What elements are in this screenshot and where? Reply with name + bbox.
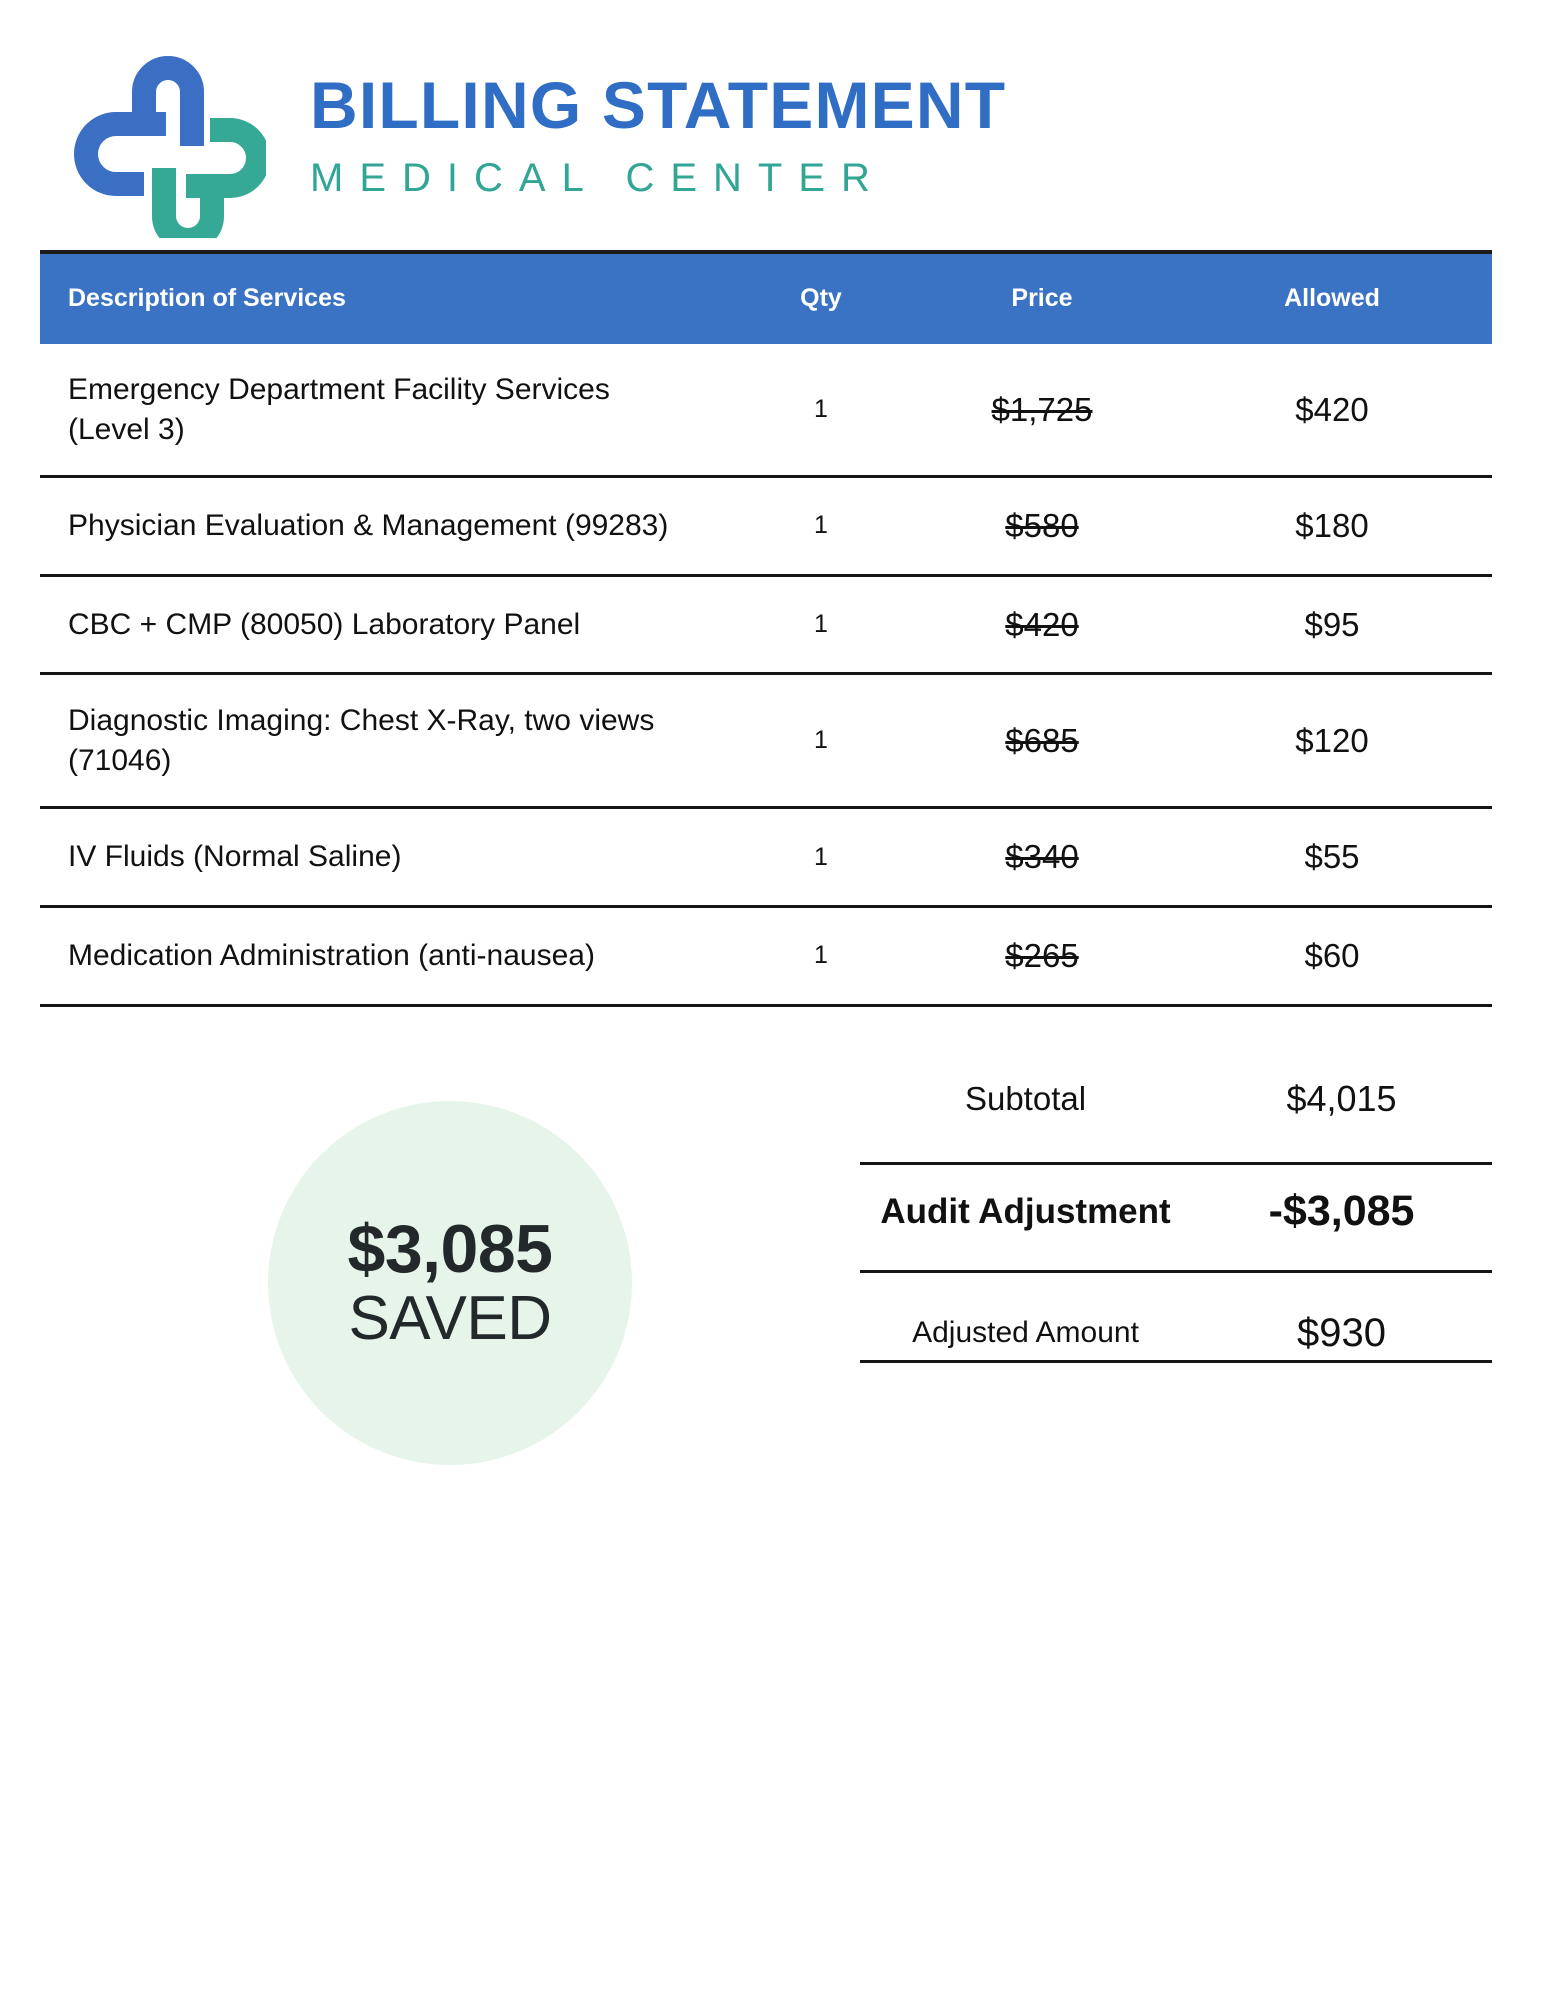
brand-subtitle: MEDICAL CENTER — [310, 156, 886, 200]
table-row — [40, 674, 1492, 808]
strikethrough-price: $1,725 — [991, 390, 1093, 428]
adjusted-amount-value: $930 — [1191, 1271, 1492, 1361]
savings-amount: $3,085 — [347, 1210, 553, 1287]
strikethrough-price: $420 — [1005, 605, 1079, 643]
service-price-struck — [912, 907, 1172, 1006]
totals-table — [860, 1035, 1492, 1363]
strikethrough-price: $580 — [1005, 507, 1079, 545]
subtotal-value: $4,015 — [1191, 1035, 1492, 1164]
service-price-struck — [912, 674, 1172, 808]
service-qty: 1 — [730, 477, 912, 576]
service-price-struck — [912, 344, 1172, 477]
service-qty: 1 — [730, 344, 912, 477]
column-header-description: Description of Services — [40, 252, 730, 344]
savings-badge — [268, 1101, 632, 1465]
service-qty: 1 — [730, 907, 912, 1006]
summary-section — [0, 1023, 1545, 1465]
column-header-qty: Qty — [730, 252, 912, 344]
audit-adjustment-label: Audit Adjustment — [860, 1164, 1191, 1272]
service-description: Emergency Department Facility Services (Level 3) — [40, 344, 730, 477]
adjusted-amount-label: Adjusted Amount — [860, 1271, 1191, 1361]
service-description: Medication Administration (anti-nausea) — [40, 907, 730, 1006]
services-table-header — [40, 252, 1492, 344]
services-table-body — [40, 344, 1492, 1005]
service-description: Diagnostic Imaging: Chest X-Ray, two views (71046) — [40, 674, 730, 808]
service-allowed-amount: $180 — [1172, 477, 1492, 576]
strikethrough-price: $685 — [1005, 722, 1079, 760]
service-qty: 1 — [730, 575, 912, 674]
totals-column — [860, 1023, 1492, 1363]
service-description: CBC + CMP (80050) Laboratory Panel — [40, 575, 730, 674]
table-row — [40, 907, 1492, 1006]
strikethrough-price: $265 — [1005, 937, 1079, 975]
table-row — [40, 344, 1492, 477]
service-allowed-amount: $420 — [1172, 344, 1492, 477]
strikethrough-price: $340 — [1005, 838, 1079, 876]
service-description: IV Fluids (Normal Saline) — [40, 808, 730, 907]
table-row — [40, 575, 1492, 674]
savings-badge-column — [40, 1023, 860, 1465]
adjusted-amount-row — [860, 1271, 1492, 1361]
column-header-allowed: Allowed — [1172, 252, 1492, 344]
audit-adjustment-value: -$3,085 — [1191, 1164, 1492, 1272]
savings-label: SAVED — [348, 1284, 552, 1354]
service-qty: 1 — [730, 808, 912, 907]
service-price-struck — [912, 477, 1172, 576]
audit-adjustment-row — [860, 1164, 1492, 1272]
service-qty: 1 — [730, 674, 912, 808]
services-table — [40, 250, 1492, 1007]
service-allowed-amount: $120 — [1172, 674, 1492, 808]
service-price-struck — [912, 575, 1172, 674]
subtotal-label: Subtotal — [860, 1035, 1191, 1164]
service-allowed-amount: $55 — [1172, 808, 1492, 907]
column-header-price: Price — [912, 252, 1172, 344]
medical-cross-icon — [70, 46, 266, 238]
page-title: BILLING STATEMENT — [310, 68, 1007, 142]
brand-header — [0, 0, 1545, 250]
brand-text-block — [310, 68, 1007, 212]
table-header-row — [40, 252, 1492, 344]
services-table-wrapper — [0, 250, 1545, 1007]
table-row — [40, 477, 1492, 576]
service-allowed-amount: $60 — [1172, 907, 1492, 1006]
subtotal-row — [860, 1035, 1492, 1164]
service-allowed-amount: $95 — [1172, 575, 1492, 674]
service-price-struck — [912, 808, 1172, 907]
service-description: Physician Evaluation & Management (99283) — [40, 477, 730, 576]
table-row — [40, 808, 1492, 907]
